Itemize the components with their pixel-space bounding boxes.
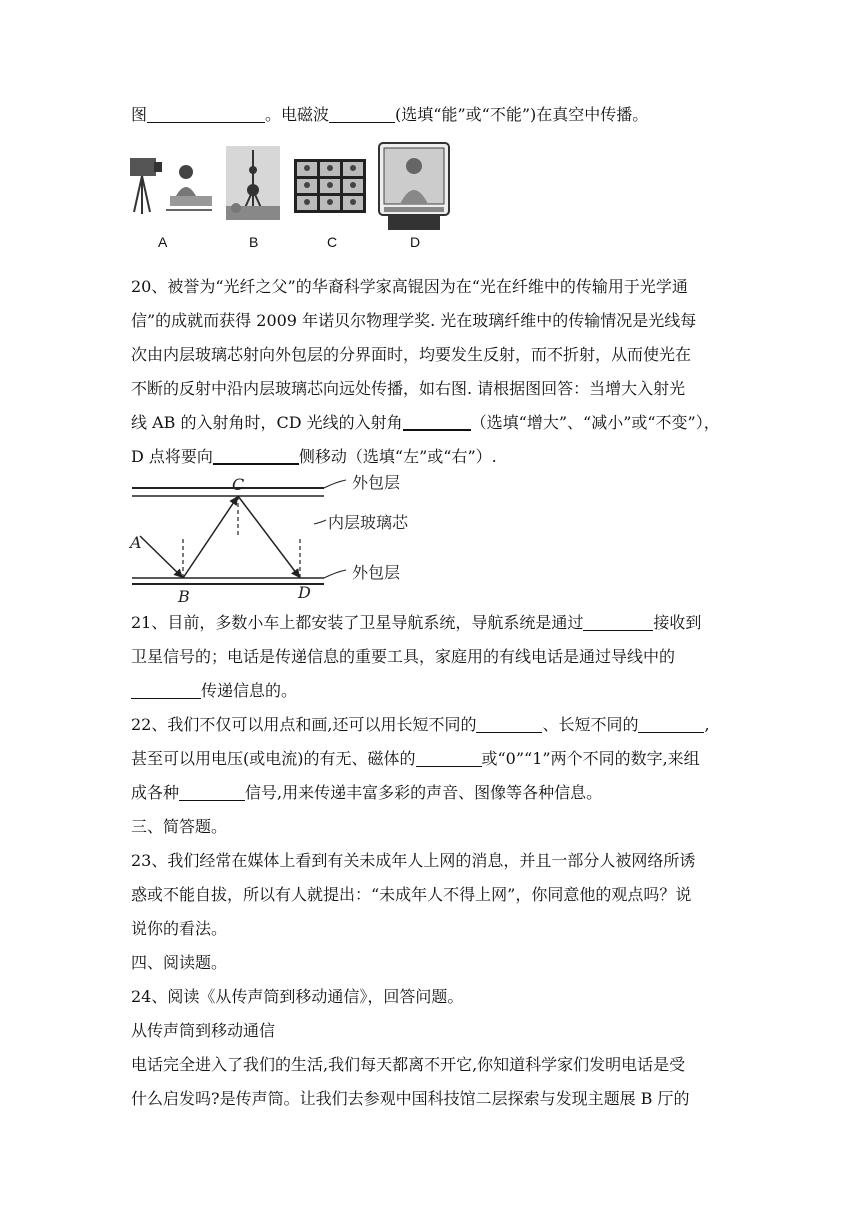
label-B: B bbox=[178, 587, 190, 606]
q23-line-3: 说你的看法。 bbox=[131, 919, 228, 938]
figure-a-tv-studio bbox=[130, 152, 212, 218]
q22-line1-text-c: , bbox=[704, 715, 710, 734]
q22-blank-4[interactable] bbox=[179, 784, 245, 801]
figure-label-b: B bbox=[249, 234, 259, 250]
q22-line-3 bbox=[131, 783, 602, 803]
label-outer-top: 外包层 bbox=[352, 474, 401, 492]
q21-blank-2[interactable] bbox=[131, 682, 201, 699]
tower-icon bbox=[226, 146, 280, 220]
q19-text-a: 图 bbox=[131, 105, 148, 124]
q22-blank-2[interactable] bbox=[638, 716, 704, 733]
q19-blank-1[interactable] bbox=[147, 106, 265, 123]
monitor-grid-icon bbox=[294, 159, 366, 213]
q20-line5-text-b: （选填“增大”、“减小”或“不变”）， bbox=[470, 413, 720, 432]
q22-line1-text-a: 22、我们不仅可以用点和画,还可以用长短不同的 bbox=[131, 715, 477, 734]
q22-line-2 bbox=[131, 749, 700, 769]
q20-line-4: 不断的反射中沿内层玻璃芯向远处传播，如右图. 请根据图回答：当增大入射光 bbox=[131, 379, 686, 398]
q20-line-5 bbox=[131, 413, 720, 433]
q20-line-3: 次由内层玻璃芯射向外包层的分界面时，均要发生反射，而不折射，从而使光在 bbox=[131, 345, 692, 364]
q21-line1-text-a: 21、目前，多数小车上都安装了卫星导航系统，导航系统是通过 bbox=[131, 613, 584, 632]
q24-passage-title: 从传声筒到移动通信 bbox=[131, 1021, 276, 1040]
television-icon bbox=[378, 142, 450, 234]
q24-line-1: 24、阅读《从传声筒到移动通信》，回答问题。 bbox=[131, 987, 464, 1006]
q22-line1-text-b: 、长短不同的 bbox=[542, 715, 639, 734]
q21-line-1 bbox=[131, 613, 701, 633]
ray-AB bbox=[140, 536, 183, 578]
figure-label-d: D bbox=[410, 234, 421, 250]
q21-line3-text: 传递信息的。 bbox=[201, 681, 298, 700]
figure-label-a: A bbox=[158, 234, 168, 250]
q24-passage-line-2: 什么启发吗?是传声筒。让我们去参观中国科技馆二层探索与发现主题展 B 厅的 bbox=[131, 1089, 690, 1108]
q22-line2-text-b: 或“0”“1”两个不同的数字,来组 bbox=[481, 749, 700, 768]
q19-line bbox=[131, 105, 648, 125]
q20-line6-text-a: D 点将要向 bbox=[131, 447, 213, 466]
q21-line1-text-b: 接收到 bbox=[653, 613, 702, 632]
q20-blank-2[interactable] bbox=[213, 447, 299, 465]
q24-passage-line-1: 电话完全进入了我们的生活,我们每天都离不开它,你知道科学家们发明电话是受 bbox=[131, 1055, 686, 1074]
q22-line3-text-a: 成各种 bbox=[131, 783, 180, 802]
q19-text-b: 。电磁波 bbox=[265, 105, 330, 124]
figure-d-television bbox=[378, 142, 450, 234]
camera-icon bbox=[130, 152, 212, 218]
optical-fiber-diagram bbox=[128, 474, 438, 606]
q22-line2-text-a: 甚至可以用电压(或电流)的有无、磁体的 bbox=[131, 749, 416, 768]
label-D: D bbox=[298, 583, 311, 602]
label-inner-core: 内层玻璃芯 bbox=[328, 513, 409, 532]
ray-CD bbox=[238, 496, 300, 578]
label-outer-bottom: 外包层 bbox=[352, 563, 401, 582]
q23-line-2: 惑或不能自拔，所以有人就提出：“未成年人不得上网”，你同意他的观点吗？说 bbox=[131, 885, 692, 904]
figure-c-monitor-wall bbox=[294, 159, 366, 213]
q21-line-3 bbox=[131, 681, 297, 701]
q21-blank-1[interactable] bbox=[583, 614, 653, 631]
ray-BC bbox=[183, 496, 238, 578]
label-C: C bbox=[232, 475, 245, 494]
q20-line-6 bbox=[131, 447, 497, 467]
q21-line-2: 卫星信号的；电话是传递信息的重要工具，家庭用的有线电话是通过导线中的 bbox=[131, 647, 676, 666]
q22-blank-3[interactable] bbox=[416, 750, 482, 767]
section-4-heading: 四、阅读题。 bbox=[131, 953, 228, 972]
q22-line3-text-b: 信号,用来传递丰富多彩的声音、图像等各种信息。 bbox=[245, 783, 603, 802]
q23-line-1: 23、我们经常在媒体上看到有关未成年人上网的消息，并且一部分人被网络所诱 bbox=[131, 851, 696, 870]
figure-b-tv-tower bbox=[226, 146, 280, 220]
q22-blank-1[interactable] bbox=[476, 716, 542, 733]
q20-line-2: 信”的成就而获得 2009 年诺贝尔物理学奖. 光在玻璃纤维中的传输情况是光线每 bbox=[131, 311, 697, 330]
q20-line-1: 20、被誉为“光纤之父”的华裔科学家高锟因为在“光在纤维中的传输用于光学通 bbox=[131, 277, 688, 296]
section-3-heading: 三、简答题。 bbox=[131, 817, 228, 836]
q20-blank-1[interactable] bbox=[403, 413, 471, 431]
label-A: A bbox=[130, 533, 142, 552]
q22-line-1 bbox=[131, 715, 710, 735]
q20-line5-text-a: 线 AB 的入射角时，CD 光线的入射角 bbox=[131, 413, 403, 432]
q19-text-c: (选填“能”或“不能”)在真空中传播。 bbox=[395, 105, 649, 124]
q20-line6-text-b: 侧移动（选填“左”或“右”）. bbox=[298, 447, 497, 466]
q19-blank-2[interactable] bbox=[329, 106, 395, 123]
figure-label-c: C bbox=[327, 234, 338, 250]
